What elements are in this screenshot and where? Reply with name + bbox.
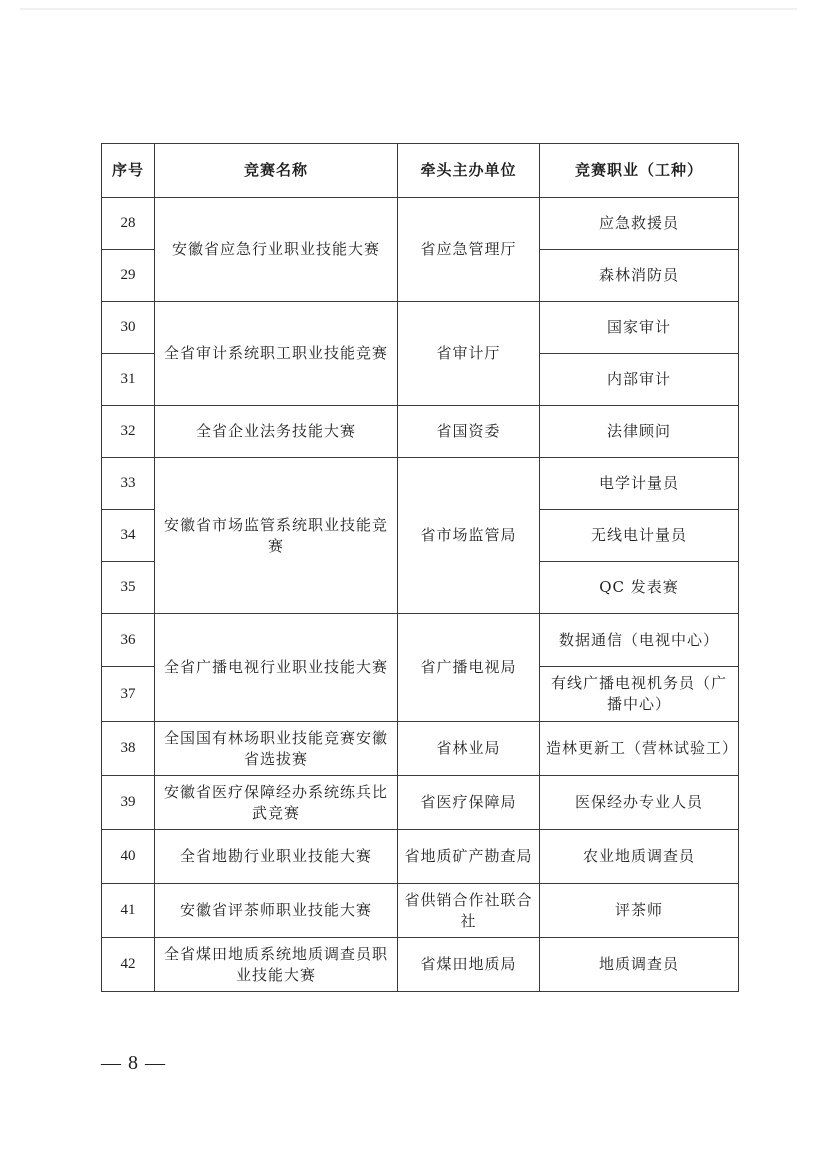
job-cell: 评茶师 bbox=[540, 884, 739, 938]
job-cell: 数据通信（电视中心） bbox=[540, 614, 739, 667]
organizer-cell: 省市场监管局 bbox=[398, 458, 540, 614]
seq-cell: 30 bbox=[102, 302, 155, 354]
seq-cell: 34 bbox=[102, 510, 155, 562]
page-number: — 8 — bbox=[101, 1052, 166, 1074]
organizer-cell: 省林业局 bbox=[398, 722, 540, 776]
competition-table bbox=[101, 143, 739, 992]
seq-cell: 36 bbox=[102, 614, 155, 667]
competition-name-cell: 安徽省评茶师职业技能大赛 bbox=[155, 884, 398, 938]
seq-cell: 38 bbox=[102, 722, 155, 776]
seq-cell: 31 bbox=[102, 354, 155, 406]
job-cell: 应急救援员 bbox=[540, 198, 739, 250]
table-row bbox=[102, 830, 739, 884]
seq-cell: 42 bbox=[102, 938, 155, 992]
seq-cell: 33 bbox=[102, 458, 155, 510]
table-row bbox=[102, 458, 739, 510]
organizer-cell: 省供销合作社联合社 bbox=[398, 884, 540, 938]
organizer-cell: 省广播电视局 bbox=[398, 614, 540, 722]
job-cell: 地质调查员 bbox=[540, 938, 739, 992]
job-cell: QC 发表赛 bbox=[540, 562, 739, 614]
seq-cell: 40 bbox=[102, 830, 155, 884]
job-cell: 森林消防员 bbox=[540, 250, 739, 302]
table-row bbox=[102, 302, 739, 354]
table-row bbox=[102, 722, 739, 776]
competition-name-cell: 安徽省医疗保障经办系统练兵比武竞赛 bbox=[155, 776, 398, 830]
seq-cell: 32 bbox=[102, 406, 155, 458]
competition-name-cell: 全省地勘行业职业技能大赛 bbox=[155, 830, 398, 884]
job-cell: 有线广播电视机务员（广播中心） bbox=[540, 667, 739, 722]
job-cell: 电学计量员 bbox=[540, 458, 739, 510]
seq-cell: 41 bbox=[102, 884, 155, 938]
header-name: 竞赛名称 bbox=[155, 144, 398, 198]
seq-cell: 29 bbox=[102, 250, 155, 302]
job-cell: 医保经办专业人员 bbox=[540, 776, 739, 830]
competition-name-cell: 全省审计系统职工职业技能竞赛 bbox=[155, 302, 398, 406]
competition-name-cell: 全省煤田地质系统地质调查员职业技能大赛 bbox=[155, 938, 398, 992]
organizer-cell: 省医疗保障局 bbox=[398, 776, 540, 830]
seq-cell: 37 bbox=[102, 667, 155, 722]
header-seq: 序号 bbox=[102, 144, 155, 198]
job-cell: 国家审计 bbox=[540, 302, 739, 354]
competition-name-cell: 安徽省应急行业职业技能大赛 bbox=[155, 198, 398, 302]
header-job: 竞赛职业（工种） bbox=[540, 144, 739, 198]
competition-name-cell: 安徽省市场监管系统职业技能竞赛 bbox=[155, 458, 398, 614]
organizer-cell: 省地质矿产勘查局 bbox=[398, 830, 540, 884]
table-row bbox=[102, 938, 739, 992]
job-cell: 内部审计 bbox=[540, 354, 739, 406]
table-row bbox=[102, 406, 739, 458]
table-row bbox=[102, 776, 739, 830]
job-cell: 无线电计量员 bbox=[540, 510, 739, 562]
job-cell: 造林更新工（营林试验工） bbox=[540, 722, 739, 776]
table-row bbox=[102, 614, 739, 667]
organizer-cell: 省煤田地质局 bbox=[398, 938, 540, 992]
competition-name-cell: 全省广播电视行业职业技能大赛 bbox=[155, 614, 398, 722]
table-row bbox=[102, 884, 739, 938]
seq-cell: 39 bbox=[102, 776, 155, 830]
competition-name-cell: 全省企业法务技能大赛 bbox=[155, 406, 398, 458]
table-row bbox=[102, 198, 739, 250]
organizer-cell: 省审计厅 bbox=[398, 302, 540, 406]
seq-cell: 35 bbox=[102, 562, 155, 614]
job-cell: 农业地质调查员 bbox=[540, 830, 739, 884]
header-org: 牵头主办单位 bbox=[398, 144, 540, 198]
competition-name-cell: 全国国有林场职业技能竞赛安徽省选拔赛 bbox=[155, 722, 398, 776]
seq-cell: 28 bbox=[102, 198, 155, 250]
table-header-row bbox=[102, 144, 739, 198]
organizer-cell: 省国资委 bbox=[398, 406, 540, 458]
job-cell: 法律顾问 bbox=[540, 406, 739, 458]
organizer-cell: 省应急管理厅 bbox=[398, 198, 540, 302]
